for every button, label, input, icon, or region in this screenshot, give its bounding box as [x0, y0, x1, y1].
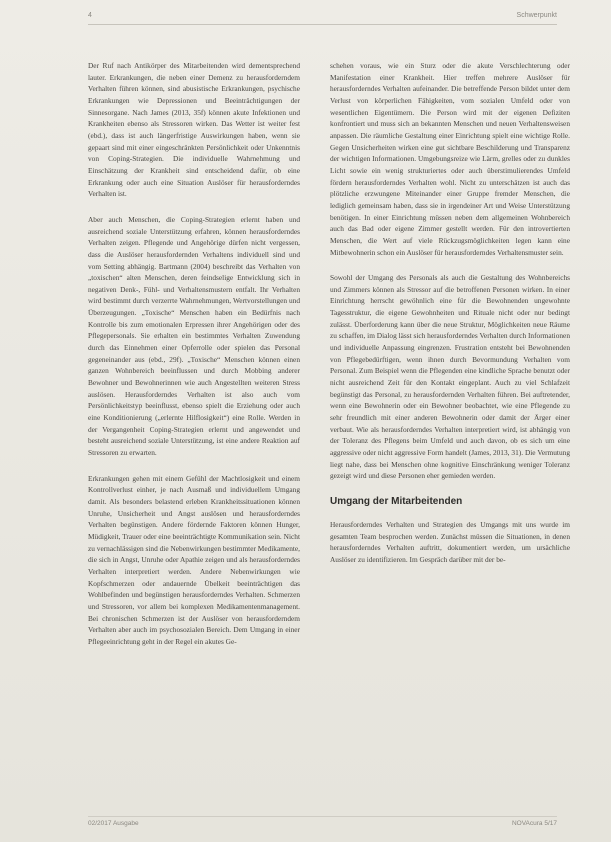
paragraph: schehen voraus, wie ein Sturz oder die akute Verschlechterung oder Manifestation einer Krankheit. Hier treffen mehrere Auslöser für herausforderndes Verhalten aufeinander. Die betreffende Person bildet unter dem Verlust von körperlichen Fähigkeiten, vom sozialen Umfeld oder von wesentlichen Eigentümern. Die Person wird mit der eigenen Defiziten konfrontiert und muss sich an bekannten Menschen und neuen Verhaltensweisen anpassen. Die räumliche Gestaltung einer Einrichtung spielt eine wichtige Rolle. Gegen Unsicherheiten wirken eine gut sichtbare Beschilderung und Transparenz der wichtigen Informationen. Umgebungsreize wie Lärm, grelles oder zu dunkles Licht sowie ein wenig strukturiertes oder auch überstimulierendes Umfeld fördern herausforderndes Verhalten wohl. Nicht zu unterschätzen ist auch das plötzliche erzwungene Miteinander einer Gruppe fremder Menschen, die lediglich gemeinsam haben, dass sie in irgendeiner Art und Weise Unterstützung benötigen. In einer Einrichtung müssen neben dem allgemeinen Wohnbereich auch das Bad oder eigene Zimmer gestellt werden. Für den introvertierten Menschen, die Wert auf viele Rückzugsmöglichkeiten legen kann eine Mitbewohnerin schon ein Auslöser für herausforderndes Verhaltensmuster sein.: [330, 61, 570, 257]
section-heading: Umgang der Mitarbeitenden: [330, 495, 463, 507]
footer-journal: NOVAcura 5/17: [511, 820, 557, 827]
footer-issue: 02/2017 Ausgabe: [88, 820, 139, 827]
right-column: [330, 60, 570, 580]
paragraph: Der Ruf nach Antikörper des Mitarbeitenden wird dementsprechend lauter. Erkrankungen, die neben einer Demenz zu herausforderndem Verhalten führen können, sind abusistische Erkrankungen, psychische Erkrankungen wie Depressionen und Beeinträchtigungen der Sinnesorgane. Nach James (2013, 35f) können akute Infektionen und Krankheiten ebenso als Stressoren wirken. Das Wetter ist weiter fest (ebd.), dass ist auch längerfristige Auswirkungen haben, wenn sie gepaart sind mit einer eingeschränkten Persönlichkeit oder Unkenntnis von Coping-Strategien. Die individuelle Wahrnehmung und Einschätzung der Krankheit sind entscheidend dafür, ob eine Erkrankung oder auch eine Situation Auslöser für herausforderndes Verhalten ist.: [88, 61, 300, 199]
paragraph: Herausforderndes Verhalten und Strategien des Umgangs mit uns wurde im gesamten Team besprochen werden. Zunächst müssen die Situationen, in denen herausforderndes Verhalten auftritt, dokumentiert werden, um ursächliche Auslöser zu identifizieren. Im Gespräch darüber mit der be-: [330, 519, 570, 564]
paragraph: Aber auch Menschen, die Coping-Strategien erlernt haben und ausreichend soziale Unterstützung erfahren, können herausforderndes Verhalten zeigen. Pflegende und Angehörige dürfen nicht vergessen, dass die Auslöser herausfordernden Verhaltens individuell sind und vom Setting abhängig. Bartmann (2004) beschreibt das Verhalten von „toxischen“ alten Menschen, deren feindselige Entwicklung sich in negativen Denk-, Fühl- und Verhaltensmustern entfalt. Ihr Verhalten wird bestimmt durch verzerrte Wahrnehmungen, Wertvorstellungen und Überzeugungen. „Toxische“ Menschen haben ein Bedürfnis nach Kontrolle bis zum emotionalen Erpressen ihrer Angehörigen oder des Pflegepersonals. Sie erhalten ein bestimmtes Verhalten Zuwendung durch das Einnehmen einer Opferrolle oder spielen das Personal gegeneinander aus (ebd., 29f). „Toxische“ Menschen können einen ganzen Wohnbereich beeinflussen und durch Mobbing anderer Bewohner und Bewohnerinnen wie auch Angestellten weiteren Stress auslösen. Herausforderndes Verhalten ist also auch vom Persönlichkeitstyp beeinflusst, ebenso spielt die Erziehung oder auch eine Konditionierung („erlernte Hilflosigkeit“) eine Rolle. Werden in der Vergangenheit Coping-Strategien erlernt und angewendet und besteht ausreichend soziale Unterstützung, ist eine andere Reaktion auf Stressoren zu erwarten.: [88, 214, 300, 457]
running-header: [0, 12, 611, 26]
paragraph: Sowohl der Umgang des Personals als auch die Gestaltung des Wohnbereichs und Zimmers können als Stressor auf die betroffenen Personen wirken. In einer Einrichtung herrscht gewöhnlich eine für die Bewohnenden ungewohnte Tagesstruktur, die eigene Gewohnheiten und Rituale nicht oder nur bedingt zulässt. Überforderung kann über die neue Struktur, Möglichkeiten neue Räume zu schaffen, im Dialog lässt sich herausforderndes Verhalten durch Informationen und individuelle Anpassung eingrenzen. Frustration entsteht bei Bewohnenden von Pflegebedürftigen, wenn ihnen durch Bevormundung Verhalten vom Personal. Zum Beispiel wenn die Pflegenden eine kindliche Sprache benutzt oder nicht ausreichend Zeit für den Kontakt eingeplant. Auch zu viel Schlafzeit begünstigt das Personal, zu herausfordernden Verhalten führen. Bei auftretender, wenn eine Bewohnerin oder ein Bewohner beobachtet, wie eine Pflegende zu sehr freundlich mit einer anderen Bewohnerin oder damit der Ärger einer verbaut. Wie als herausforderndes Verhalten interpretiert wird, ist abhängig von der Toleranz des Pflegens beim Umfeld und auch davon, ob es sich um eine aggressive oder nicht aggressive Form handelt (James, 2013, 31). Die Vermutung liegt nahe, dass bei Menschen ohne kognitive Einschränkung weniger Toleranz gezeigt wird und diese Personen eher gemieden werden.: [330, 273, 570, 481]
paragraph: Erkrankungen gehen mit einem Gefühl der Machtlosigkeit und einem Kontrollverlust einher, je nach Ausmaß und individuellem Umgang damit. Als besonders belastend erleben Krankheitssituationen können Unruhe, Unsicherheit und Angst auslösen und herausforderndes Verhalten begünstigen. Andere fördernde Faktoren können Hunger, Müdigkeit, Trauer oder eine beeinträchtigte Kommunikation sein. Nicht zu vernachlässigen sind die Nebenwirkungen bestimmter Medikamente, die sich in Angst, Unruhe oder Apathie zeigen und als herausforderndes Verhalten interpretiert werden. Andere Nebenwirkungen wie Kopfschmerzen oder andauernde Übelkeit beeinträchtigen das Wohlbefinden und begünstigen herausforderndes Verhalten. Schmerzen und Stressoren, vor allem bei komplexen Medikamentenmanagement. Bei chronischen Schmerzen ist der Auslöser von herausforderndem Verhalten aber auch im psychosozialen Bereich. Dem Umgang in einer Pflegeeinrichtung geht in der Regel ein akutes Ge-: [88, 473, 300, 646]
running-footer: [88, 820, 557, 832]
left-column: [88, 60, 300, 662]
page-number: 4: [88, 12, 92, 19]
footer-rule: [88, 816, 557, 817]
section-label: Schwerpunkt: [516, 12, 557, 19]
header-rule: [88, 24, 557, 25]
